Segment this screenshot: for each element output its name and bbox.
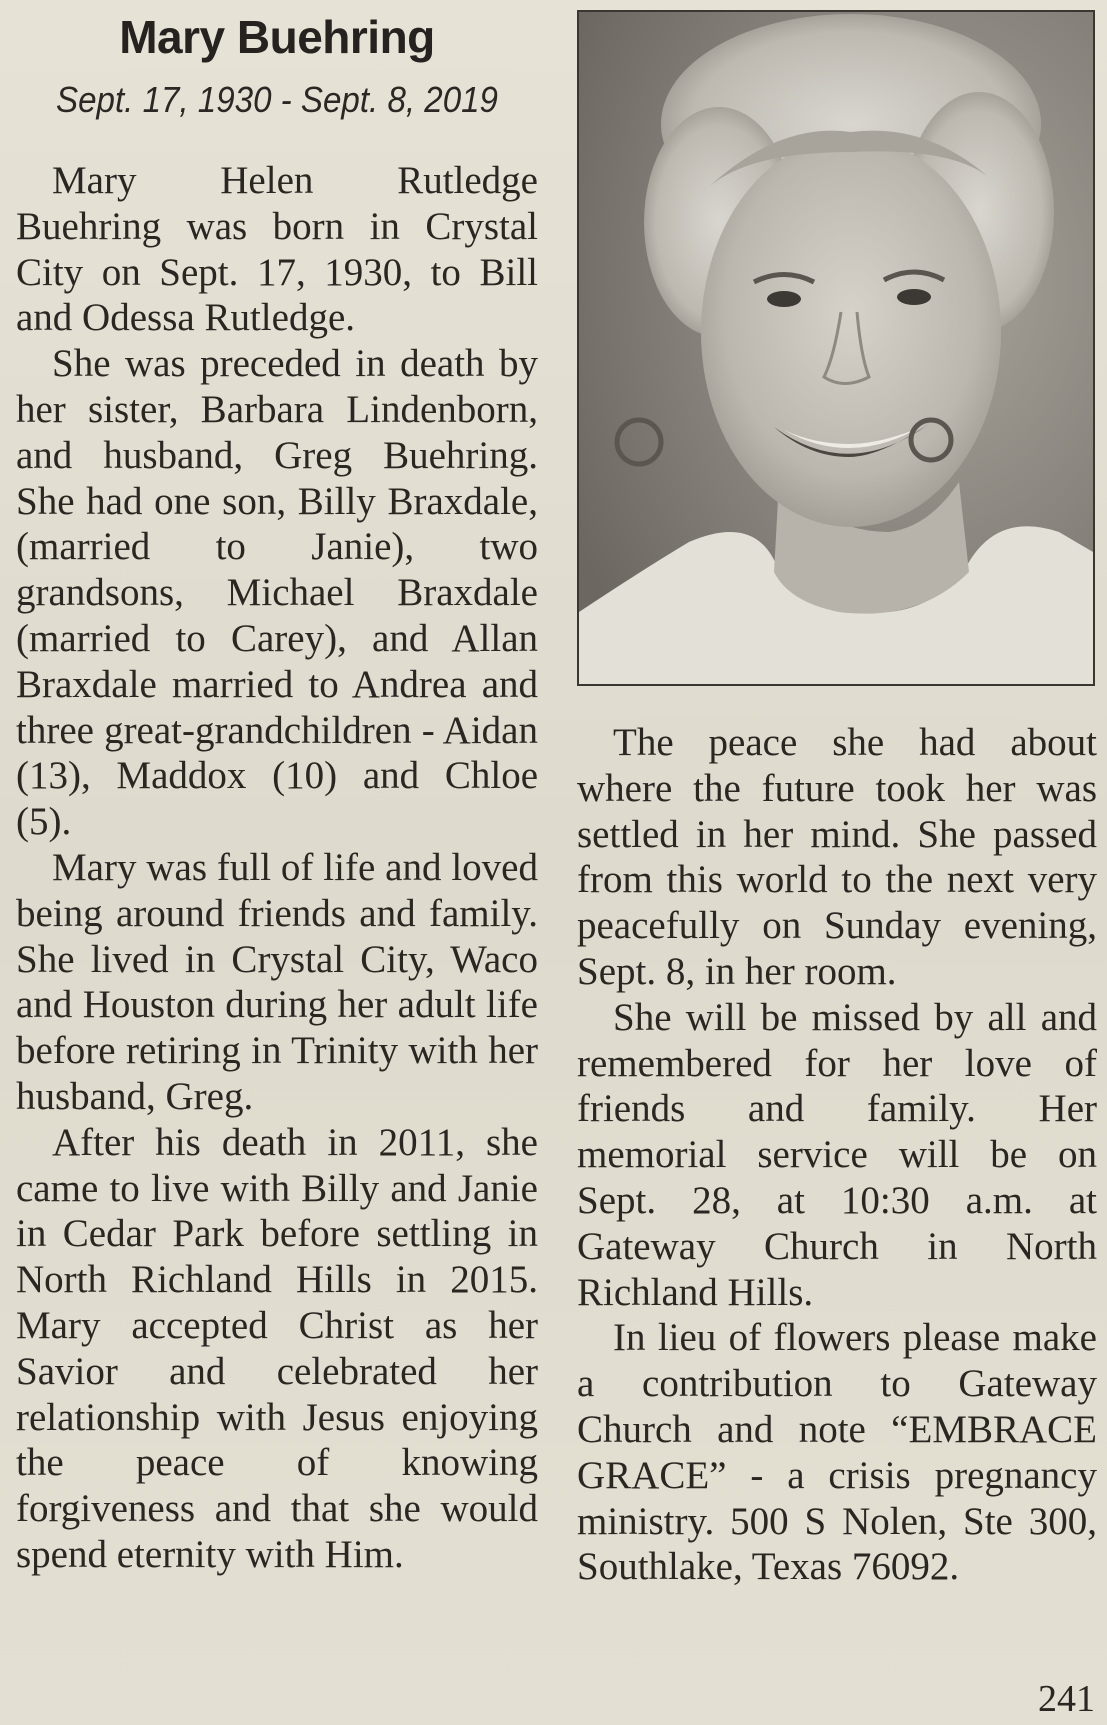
paragraph-life: Mary was full of life and loved being around friends and family. She lived in Crystal City, Waco and Houston during her adult life before retiring in Trinity with her husband, Greg. [16,845,538,1118]
obituary-name: Mary Buehring [119,11,435,63]
paragraph-memorial: She will be missed by all and remembered for her love of friends and family. Her memorial service will be on Sept. 28, at 10:30 a.m. at Gateway Church in North Richland Hills. [577,995,1097,1314]
paragraph-family: She was preceded in death by her sister, Barbara Lindenborn, and husband, Greg Buehring. She had one son, Billy Braxdale, (married to Janie), two grandsons, Michael Braxdale (married to Carey), and Allan Braxdale married to Andrea and three great-grandchildren - Aidan (13), Maddox (10) and Chloe (5). [16,342,538,844]
portrait-illustration [579,12,1093,684]
right-eye [897,289,931,305]
left-body-text [16,158,538,1578]
page-number: 241 [1038,1678,1095,1720]
face [701,137,1001,527]
paragraph-passing: The peace she had about where the future took her was settled in her mind. She passed from this world to the next very peacefully on Sunday evening, Sept. 8, in her room. [577,721,1097,993]
obituary-header [16,12,538,120]
right-body-text [577,720,1097,1590]
right-column [577,10,1097,1590]
left-column [16,0,538,1578]
paragraph-donations: In lieu of flowers please make a contribution to Gateway Church and note “EMBRACE GRACE” - a crisis pregnancy ministry. 500 S Nolen, Ste 300, Southlake, Texas 76092. [577,1316,1097,1589]
paragraph-faith: After his death in 2011, she came to live with Billy and Janie in Cedar Park before settling in North Richland Hills in 2015. Mary accepted Christ as her Savior and celebrated her relationship with Jesus enjoying the peace of knowing forgiveness and that she would spend eternity with Him. [16,1120,538,1576]
life-dates: Sept. 17, 1930 - Sept. 8, 2019 [56,79,498,120]
portrait-photo [577,10,1095,686]
left-eye [767,291,801,307]
paragraph-birth: Mary Helen Rutledge Buehring was born in Crystal City on Sept. 17, 1930, to Bill and Odessa Rutledge. [16,159,538,340]
